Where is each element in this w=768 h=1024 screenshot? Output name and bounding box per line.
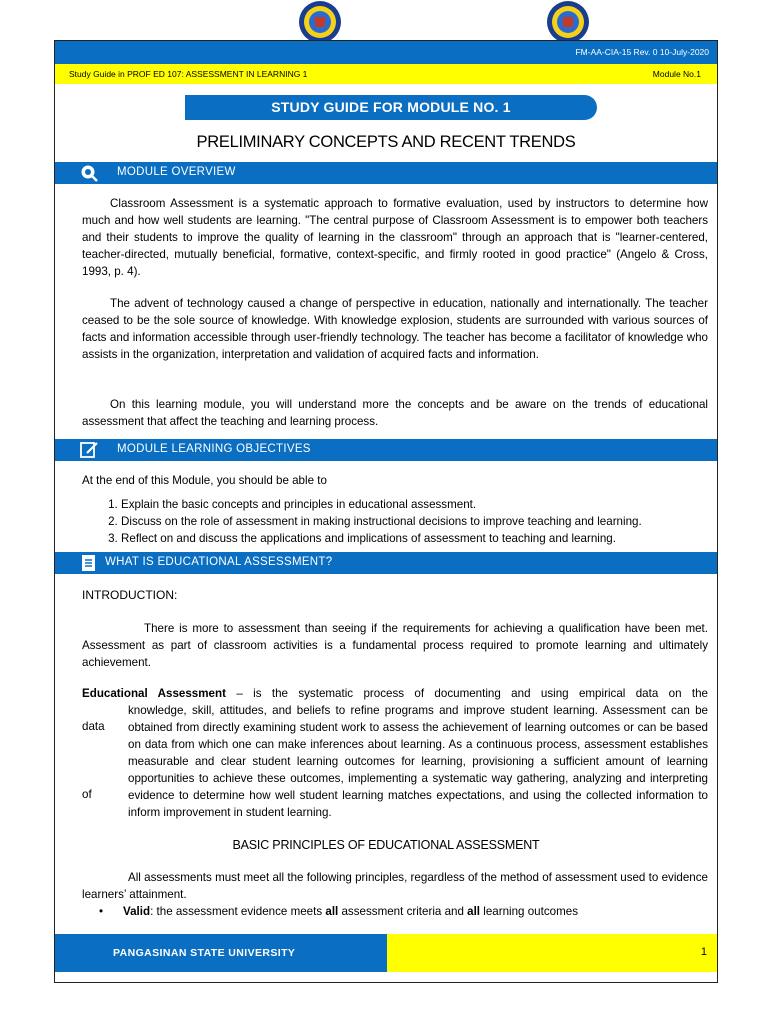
document-frame — [54, 40, 718, 983]
form-code: FM-AA-CIA-15 Rev. 0 10-July-2020 — [575, 47, 709, 57]
objective-item: 2. Discuss on the role of assessment in making instructional decisions to improve teaching and learning. — [121, 513, 731, 530]
university-seal-icon-right — [544, 0, 592, 44]
introduction-text: There is more to assessment than seeing if the requirements for achieving a qualification have been met. Assessment as part of classroom activities is a fundamental process required to promote learning and ultimately achievement. — [82, 622, 708, 669]
learning-objectives-header — [55, 439, 717, 461]
definition-body: knowledge, skill, attitudes, and beliefs to refine programs and improve student learning. Assessment can be obtained from directly examining student work to assess the achievement of learning outcomes or can be based on data from which one can make inferences about learning. As a continuous process, assessment establishes measurable and clear student learning outcomes for learning, provisioning a sufficient amount of learning opportunities to achieve these outcomes, implementing a systematic way gathering, analyzing and interpreting evidence to determine how well student learning matches expectations, and using the collected information to inform improvement in student learning. — [128, 704, 708, 819]
objectives-intro: At the end of this Module, you should be able to — [82, 474, 327, 487]
edit-icon — [79, 441, 101, 459]
university-seal-icon-left — [296, 0, 344, 44]
bullet-dot: • — [99, 905, 104, 918]
overview-paragraph-3: On this learning module, you will understand more the concepts and be aware on the trends of educational assessment that affect the teaching and learning process. — [82, 398, 708, 428]
module-title: PRELIMINARY CONCEPTS AND RECENT TRENDS — [196, 133, 576, 151]
principle-text: : the assessment evidence meets — [150, 905, 326, 918]
footer-university-bar — [55, 934, 387, 972]
principle-emphasis: all — [467, 905, 481, 918]
principles-intro: All assessments must meet all the following principles, regardless of the method of assessment used to evidence learners’ attainment. — [82, 871, 708, 901]
margin-word-of: of — [82, 788, 92, 801]
introduction-heading: INTRODUCTION: — [82, 588, 178, 602]
definition-term: Educational Assessment — [82, 687, 226, 700]
principle-emphasis: all — [325, 905, 339, 918]
definition-block — [82, 685, 708, 821]
section-heading: MODULE LEARNING OBJECTIVES — [117, 443, 311, 455]
document-icon — [79, 554, 101, 572]
magnifier-icon — [79, 164, 101, 182]
overview-paragraph-2: The advent of technology caused a change of perspective in education, nationally and internationally. The teacher ceased to be the sole source of knowledge. With knowledge explosion, students are surrounded with various sources of facts and information accessible through user-friendly technology. The teacher has become a facilitator of knowledge who assists in the organization, interpretation and validation of acquired facts and information. — [82, 297, 708, 361]
section-heading: WHAT IS EDUCATIONAL ASSESSMENT? — [105, 556, 333, 568]
page-number: 1 — [700, 946, 707, 958]
margin-word-data: data — [82, 720, 105, 733]
principles-heading: BASIC PRINCIPLES OF EDUCATIONAL ASSESSMENT — [232, 838, 540, 852]
section-heading: MODULE OVERVIEW — [117, 166, 236, 178]
course-bar — [55, 64, 717, 84]
footer-page-bar — [387, 934, 717, 972]
educational-assessment-header — [55, 552, 717, 574]
module-number: Module No.1 — [652, 69, 701, 79]
principle-bullet — [99, 905, 578, 918]
overview-paragraph-1: Classroom Assessment is a systematic approach to formative evaluation, used by instructors to determine how much and how well students are learning. "The central purpose of Classroom Assessment is to empower both teachers and their students to improve the quality of learning in the classroom" through an approach that is "learner-centered, teacher-directed, mutually beneficial, formative, context-specific, and firmly rooted in good practice" (Angelo & Cross, 1993, p. 4). — [82, 197, 708, 278]
module-overview-header — [55, 162, 717, 184]
study-guide-banner: STUDY GUIDE FOR MODULE NO. 1 — [185, 95, 597, 120]
principle-text: assessment criteria and — [338, 905, 468, 918]
objective-item: 3. Reflect on and discuss the applications and implications of assessment to teaching and learning. — [121, 530, 731, 547]
university-name: PANGASINAN STATE UNIVERSITY — [113, 947, 296, 959]
principle-text: learning outcomes — [480, 905, 578, 918]
course-title: Study Guide in PROF ED 107: ASSESSMENT IN LEARNING 1 — [69, 69, 308, 79]
principle-term: Valid — [123, 905, 151, 918]
objectives-list — [99, 496, 731, 547]
definition-first-line — [82, 685, 708, 702]
objective-item: 1. Explain the basic concepts and principles in educational assessment. — [121, 496, 731, 513]
definition-lead: – is the systematic process of documenting and using empirical data on the — [225, 687, 708, 700]
header-bar — [55, 41, 717, 64]
